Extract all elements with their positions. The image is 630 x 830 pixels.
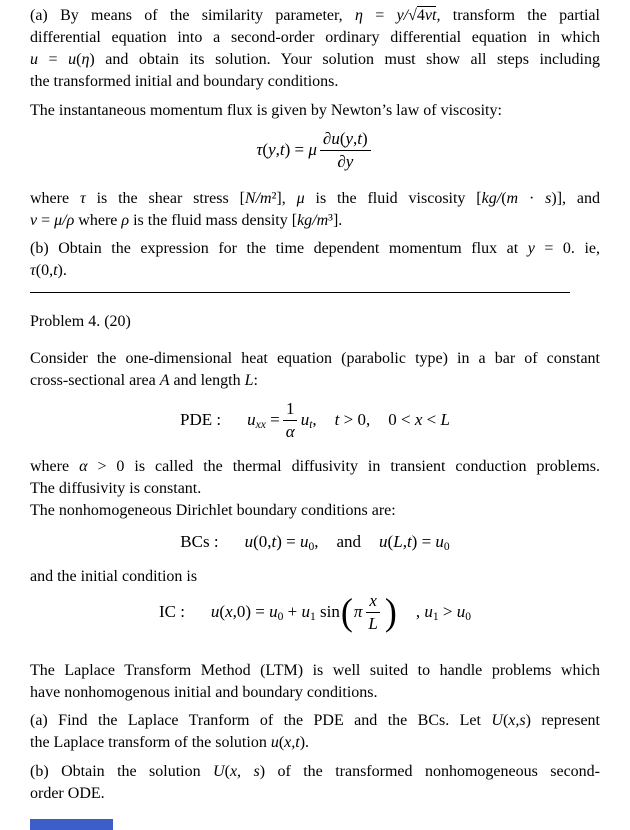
- text-line: [30, 5, 600, 27]
- text-run: +: [283, 601, 302, 621]
- text-run: ) of the transformed nonhomogeneous second-: [259, 763, 601, 780]
- text-run: ,: [314, 531, 319, 551]
- paragraph-ltm-intro: [30, 660, 600, 704]
- text-run: ): [362, 128, 368, 148]
- text-run: ³].: [328, 212, 343, 229]
- paragraph-dirichlet-bcs-intro: [30, 500, 600, 522]
- text-run: the Laplace transform of the solution: [30, 734, 271, 751]
- bc-left: [245, 532, 319, 553]
- text-run: u: [30, 51, 38, 68]
- text-line: [30, 761, 600, 783]
- text-run: t: [357, 128, 363, 148]
- text-run: where: [30, 190, 80, 207]
- text-run: α: [79, 458, 88, 475]
- text-run: kg/m: [297, 212, 329, 229]
- text-run: t: [53, 262, 58, 279]
- text-run: (b) Obtain the expression for the time dependent momentum flux at: [30, 240, 528, 257]
- text-run: ∂: [337, 151, 346, 171]
- text-line: [30, 660, 600, 682]
- text-run: (: [278, 734, 285, 751]
- text-run: (: [501, 190, 507, 207]
- ic-condition: [416, 602, 471, 623]
- text-run: cross-sectional area: [30, 372, 160, 389]
- text-run: = 0. ie,: [534, 240, 600, 257]
- pde-condition-time: [335, 410, 371, 430]
- text-run: t: [279, 140, 285, 159]
- paragraph-symbol-definitions: [30, 188, 600, 232]
- text-run: τ: [79, 190, 86, 207]
- equation-initial-condition: [30, 588, 600, 636]
- fraction-numerator: [283, 399, 298, 421]
- text-line: [30, 500, 600, 522]
- text-run: u: [270, 734, 279, 751]
- text-run: where: [74, 212, 122, 229]
- text-run: sin: [315, 601, 340, 621]
- text-run: π: [353, 602, 363, 621]
- bc-conjunction: and: [336, 532, 362, 551]
- text-line: [30, 260, 600, 282]
- text-run: u: [247, 409, 256, 429]
- text-run: u: [331, 128, 340, 148]
- text-run: (a) By means of the similarity parameter,: [30, 7, 355, 24]
- text-run: η: [81, 51, 90, 68]
- text-run: Problem 4. (20): [30, 313, 131, 330]
- text-run: u: [435, 531, 444, 551]
- text-run: u: [456, 601, 466, 621]
- text-run: A: [159, 372, 170, 389]
- paragraph-part-b-ode: [30, 761, 600, 805]
- text-line: [30, 71, 600, 93]
- text-run: > 0 is called the thermal diffusivity in transient conduction problems.: [87, 458, 600, 475]
- text-run: 0 <: [388, 410, 415, 429]
- text-line: [30, 100, 600, 122]
- text-run: L: [440, 410, 450, 429]
- text-run: =: [37, 212, 55, 229]
- text-run: s: [545, 190, 552, 207]
- text-run: xx: [255, 417, 266, 431]
- text-run: The diffusivity is constant.: [30, 480, 202, 497]
- text-run: (a) Find the Laplace Tranform of the PDE and the BCs. Let: [30, 712, 492, 729]
- text-line: [30, 732, 600, 754]
- text-run: u: [424, 601, 433, 621]
- text-run: =: [265, 409, 280, 429]
- text-run: U: [213, 763, 225, 780]
- pde-condition-domain: [388, 410, 450, 430]
- text-run: The instantaneous momentum flux is given by Newton’s law of viscosity:: [30, 102, 502, 119]
- ic-lhs: [211, 602, 340, 623]
- paragraph-diffusivity: [30, 456, 600, 500]
- fraction-denominator: [283, 421, 298, 442]
- text-run: ).: [57, 262, 67, 279]
- text-run: have nonhomogenous initial and boundary conditions.: [30, 684, 378, 701]
- text-run: (: [224, 763, 230, 780]
- text-run: t: [334, 410, 340, 429]
- text-line: [30, 478, 600, 500]
- text-run: ) =: [276, 531, 300, 551]
- text-run: The Laplace Transform Method (LTM) is well suited to handle problems which: [30, 662, 600, 679]
- text-run: √: [408, 7, 417, 24]
- text-run: τ: [256, 140, 263, 159]
- text-run: (0,: [35, 262, 54, 279]
- text-run: u: [301, 601, 311, 621]
- text-run: ρ: [121, 212, 130, 229]
- text-run: ) and obtain its solution. Your solution must show all steps including: [89, 51, 600, 68]
- text-line: [30, 370, 600, 392]
- paragraph-part-a-laplace: [30, 710, 600, 754]
- text-run: differential equation into a second-order ordinary differential equation in which: [30, 29, 600, 46]
- text-run: (0,: [253, 531, 272, 551]
- text-line: [30, 566, 600, 588]
- text-run: >: [438, 601, 457, 621]
- paragraph-part-b-momentum-flux: [30, 238, 600, 282]
- text-line: [30, 348, 600, 370]
- text-run: u: [379, 531, 388, 551]
- text-run: ,: [312, 409, 317, 429]
- text-run: 1: [285, 398, 295, 418]
- text-run: y/: [396, 7, 409, 24]
- text-run: 4: [416, 7, 425, 24]
- text-run: ) =: [411, 531, 436, 551]
- text-run: u: [68, 51, 77, 68]
- text-run: x,t: [284, 734, 300, 751]
- text-run: is the fluid viscosity [: [304, 190, 482, 207]
- paragraph-heat-equation-intro: [30, 348, 600, 392]
- text-run: y: [268, 140, 276, 159]
- text-run: 0: [308, 539, 315, 553]
- text-run: τ: [30, 262, 36, 279]
- text-run: and length: [169, 372, 245, 389]
- text-run: m: [506, 190, 519, 207]
- text-run: , transform the partial: [436, 7, 600, 24]
- text-run: :: [253, 372, 258, 389]
- text-run: (: [387, 531, 394, 551]
- text-run: ,: [415, 601, 425, 621]
- text-line: [30, 49, 600, 71]
- text-run: t: [406, 531, 412, 551]
- text-line: [30, 783, 600, 805]
- text-run: x: [369, 590, 377, 610]
- text-line: [30, 682, 600, 704]
- text-run: x: [225, 601, 233, 621]
- ic-label: IC :: [158, 602, 185, 621]
- ic-pi: [354, 602, 363, 622]
- equation-boundary-conditions: [30, 529, 600, 555]
- text-run: ,: [353, 128, 358, 148]
- text-run: ,: [402, 531, 407, 551]
- text-run: u: [299, 531, 309, 551]
- text-line: [30, 710, 600, 732]
- text-run: t: [271, 531, 277, 551]
- text-run: where: [30, 458, 80, 475]
- text-run: )], and: [551, 190, 601, 207]
- text-run: and the initial condition is: [30, 568, 198, 585]
- text-run: x, s: [229, 763, 260, 780]
- text-run: N/m: [244, 190, 272, 207]
- text-run: 1: [432, 609, 439, 623]
- pde-rhs: [301, 410, 317, 431]
- paragraph-initial-condition-intro: [30, 566, 600, 588]
- text-run: the transformed initial and boundary conditions.: [30, 73, 339, 90]
- text-run: η: [354, 7, 363, 24]
- text-run: Consider the one-dimensional heat equation (parabolic type) in a bar of constant: [30, 350, 600, 367]
- text-run: u: [210, 601, 220, 621]
- section-divider: [30, 292, 570, 293]
- text-run: L: [244, 372, 254, 389]
- text-run: 0: [443, 539, 450, 553]
- text-run: (: [76, 51, 82, 68]
- text-run: y: [527, 240, 535, 257]
- equation-newtons-law-viscosity: [30, 122, 600, 178]
- text-run: > 0,: [339, 410, 371, 429]
- text-run: νt: [424, 7, 437, 24]
- fraction-numerator: [366, 591, 380, 613]
- text-line: [30, 238, 600, 260]
- fraction: [365, 591, 380, 634]
- text-line: [30, 210, 600, 232]
- fraction: [283, 399, 298, 442]
- text-line: [30, 27, 600, 49]
- text-run: L: [368, 613, 378, 633]
- text-run: ).: [299, 734, 310, 751]
- text-run: x,s: [508, 712, 526, 729]
- problem-4-heading: [30, 311, 600, 333]
- text-run: (: [262, 140, 269, 159]
- text-run: ²],: [271, 190, 297, 207]
- text-run: (b) Obtain the solution: [30, 763, 214, 780]
- text-run: ν: [30, 212, 38, 229]
- paragraph-part-a-similarity: [30, 5, 600, 93]
- text-run: U: [491, 712, 503, 729]
- text-run: (: [339, 128, 346, 148]
- text-run: <: [422, 410, 441, 429]
- equation-pde: [30, 398, 600, 442]
- text-line: [30, 311, 600, 333]
- text-run: (: [219, 601, 226, 621]
- text-run: order ODE.: [30, 785, 105, 802]
- text-run: =: [362, 7, 397, 24]
- text-run: α: [285, 421, 295, 441]
- text-run: μ: [308, 140, 317, 159]
- text-line: [30, 188, 600, 210]
- text-run: 1: [310, 609, 316, 623]
- bcs-label: BCs :: [180, 532, 219, 551]
- bc-right: [379, 532, 450, 553]
- text-run: ∂: [322, 128, 332, 148]
- text-run: 0: [277, 609, 284, 623]
- text-run: L: [393, 531, 403, 551]
- text-run: (: [502, 712, 509, 729]
- text-run: ·: [518, 190, 546, 207]
- pde-lhs: [247, 410, 280, 431]
- text-run: u: [300, 409, 310, 429]
- text-run: y: [345, 128, 354, 148]
- text-run: kg/: [481, 190, 502, 207]
- fraction-denominator: [365, 613, 380, 634]
- text-run: ,0) =: [232, 601, 270, 621]
- text-run: t: [309, 417, 313, 431]
- text-run: u: [269, 601, 278, 621]
- open-paren: (: [340, 591, 353, 633]
- text-run: 0: [465, 609, 472, 623]
- text-run: ) represent: [525, 712, 600, 729]
- close-paren: ): [384, 591, 397, 633]
- equation-lhs: [256, 140, 317, 160]
- text-run: y: [345, 151, 354, 171]
- fraction-denominator: [334, 151, 356, 172]
- text-run: is the shear stress [: [85, 190, 245, 207]
- text-run: is the fluid mass density [: [129, 212, 298, 229]
- text-run: μ: [296, 190, 305, 207]
- text-run: u: [244, 531, 254, 551]
- pde-label: PDE :: [180, 410, 222, 429]
- blue-bar-fragment: [30, 819, 113, 830]
- fraction-numerator: [320, 129, 371, 151]
- text-run: ) =: [284, 140, 309, 159]
- text-line: [30, 456, 600, 478]
- text-run: The nonhomogeneous Dirichlet boundary conditions are:: [30, 502, 396, 519]
- text-run: =: [38, 51, 69, 68]
- paragraph-momentum-flux-intro: [30, 100, 600, 122]
- text-run: μ/ρ: [54, 212, 75, 229]
- text-run: x: [414, 410, 423, 429]
- text-run: ,: [275, 140, 280, 159]
- fraction: [320, 129, 371, 172]
